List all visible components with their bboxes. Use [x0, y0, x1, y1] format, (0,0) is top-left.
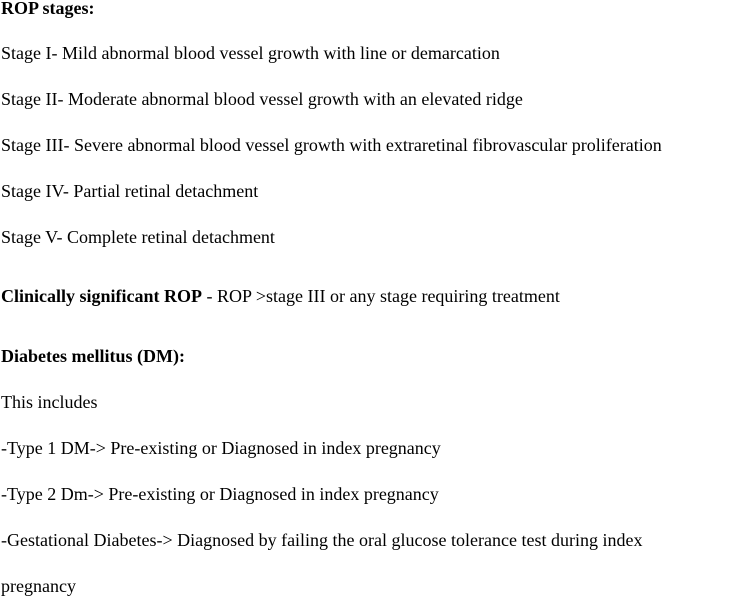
diabetes-item-gestational: -Gestational Diabetes-> Diagnosed by failing the oral glucose tolerance test during index	[1, 530, 643, 550]
rop-stage-1: Stage I- Mild abnormal blood vessel growth with line or demarcation	[1, 43, 500, 63]
rop-stage-5: Stage V- Complete retinal detachment	[1, 227, 275, 247]
diabetes-item-type2: -Type 2 Dm-> Pre-existing or Diagnosed in index pregnancy	[1, 484, 439, 504]
rop-stage-4: Stage IV- Partial retinal detachment	[1, 181, 259, 201]
diabetes-item-gestational-continued: pregnancy	[1, 576, 76, 596]
clinically-significant-rop	[1, 286, 560, 306]
rop-stage-2: Stage II- Moderate abnormal blood vessel growth with an elevated ridge	[1, 89, 523, 109]
rop-stage-3: Stage III- Severe abnormal blood vessel growth with extraretinal fibrovascular proliferation	[1, 135, 662, 155]
diabetes-heading: Diabetes mellitus (DM):	[1, 346, 185, 366]
rop-stages-heading: ROP stages:	[1, 0, 95, 18]
clinically-significant-term: Clinically significant ROP	[1, 286, 203, 306]
diabetes-item-type1: -Type 1 DM-> Pre-existing or Diagnosed in index pregnancy	[1, 438, 441, 458]
diabetes-intro: This includes	[1, 392, 98, 412]
clinically-significant-definition: - ROP >stage III or any stage requiring treatment	[202, 286, 560, 306]
